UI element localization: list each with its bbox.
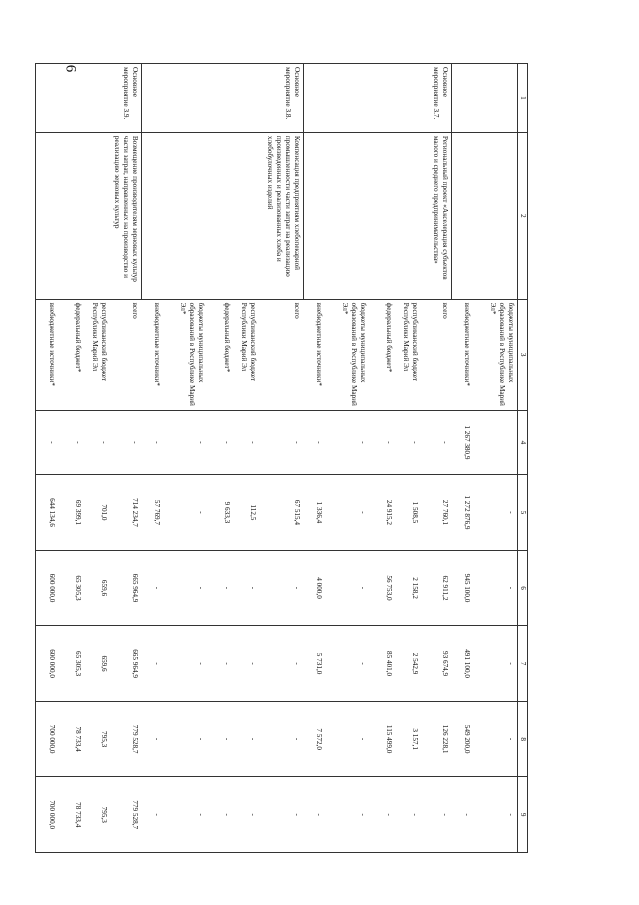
- amount-cell: -: [326, 701, 370, 777]
- amount-cell: 1 336,4: [304, 475, 326, 551]
- amount-cell: -: [58, 410, 84, 474]
- col-header: 1: [518, 64, 528, 133]
- amount-cell: -: [208, 550, 234, 626]
- measure-title: [304, 132, 326, 299]
- measure-title: [326, 132, 370, 299]
- amount-cell: -: [234, 410, 260, 474]
- amount-cell: 65 305,3: [58, 550, 84, 626]
- funding-source: внебюджетные источники*: [142, 299, 164, 410]
- col-header: 9: [518, 777, 528, 853]
- amount-cell: -: [326, 777, 370, 853]
- amount-cell: -: [142, 410, 164, 474]
- amount-cell: -: [422, 410, 452, 474]
- amount-cell: -: [164, 777, 208, 853]
- amount-cell: -: [142, 550, 164, 626]
- amount-cell: -: [84, 410, 110, 474]
- measure-code: [304, 64, 326, 133]
- funding-source: федеральный бюджет*: [370, 299, 396, 410]
- measure-title: [164, 132, 208, 299]
- measure-code: [84, 64, 110, 133]
- amount-cell: 115 499,0: [370, 701, 396, 777]
- amount-cell: 600 000,0: [36, 550, 58, 626]
- table-row: [208, 64, 234, 853]
- measure-code: [452, 64, 474, 133]
- amount-cell: -: [474, 626, 518, 702]
- table-row: [260, 64, 304, 853]
- amount-cell: -: [36, 410, 58, 474]
- amount-cell: 714 234,7: [110, 475, 142, 551]
- amount-cell: 9 633,3: [208, 475, 234, 551]
- amount-cell: -: [396, 777, 422, 853]
- measure-title: [84, 132, 110, 299]
- measure-code: [36, 64, 58, 133]
- amount-cell: -: [326, 550, 370, 626]
- table-row: [474, 64, 518, 853]
- amount-cell: -: [208, 777, 234, 853]
- amount-cell: 93 674,9: [422, 626, 452, 702]
- amount-cell: 27 760,1: [422, 475, 452, 551]
- amount-cell: 2 158,2: [396, 550, 422, 626]
- measure-code: [326, 64, 370, 133]
- col-header: 4: [518, 410, 528, 474]
- amount-cell: 795,3: [84, 701, 110, 777]
- measure-title: Региональный проект «Акселерация субъектов малого и среднего предпринимательства»: [422, 132, 452, 299]
- amount-cell: -: [164, 475, 208, 551]
- table-row: [396, 64, 422, 853]
- amount-cell: 1 267 380,9: [452, 410, 474, 474]
- budget-table-rotated: [48, 63, 528, 853]
- table-row: [142, 64, 164, 853]
- amount-cell: -: [326, 475, 370, 551]
- amount-cell: 549 200,0: [452, 701, 474, 777]
- amount-cell: -: [474, 701, 518, 777]
- amount-cell: 2 542,9: [396, 626, 422, 702]
- measure-title: [36, 132, 58, 299]
- amount-cell: 659,6: [84, 626, 110, 702]
- measure-title: Компенсация предприятиям хлебопекарной промышленности части затрат на реализацию произведенных и реализованных хлеба и хлебобулочных изделий: [260, 132, 304, 299]
- amount-cell: 56 753,0: [370, 550, 396, 626]
- table-row: [58, 64, 84, 853]
- amount-cell: 5 731,0: [304, 626, 326, 702]
- table-row: [326, 64, 370, 853]
- amount-cell: -: [474, 475, 518, 551]
- amount-cell: 700 000,0: [36, 777, 58, 853]
- header-row: [518, 64, 528, 853]
- funding-source: федеральный бюджет*: [58, 299, 84, 410]
- amount-cell: -: [422, 777, 452, 853]
- amount-cell: -: [208, 410, 234, 474]
- col-header: 7: [518, 626, 528, 702]
- amount-cell: -: [142, 777, 164, 853]
- amount-cell: -: [474, 550, 518, 626]
- table-row: [84, 64, 110, 853]
- amount-cell: 69 399,1: [58, 475, 84, 551]
- measure-title: [58, 132, 84, 299]
- amount-cell: -: [234, 550, 260, 626]
- measure-title: [234, 132, 260, 299]
- funding-source: внебюджетные источники*: [452, 299, 474, 410]
- amount-cell: 24 915,2: [370, 475, 396, 551]
- table-row: [452, 64, 474, 853]
- amount-cell: -: [234, 701, 260, 777]
- amount-cell: 78 733,4: [58, 777, 84, 853]
- amount-cell: 491 100,0: [452, 626, 474, 702]
- col-header: 8: [518, 701, 528, 777]
- table-row: [110, 64, 142, 853]
- amount-cell: -: [396, 410, 422, 474]
- funding-source: бюджеты муниципальных образований в Республике Марий Эл*: [326, 299, 370, 410]
- amount-cell: -: [142, 701, 164, 777]
- funding-source: всего: [110, 299, 142, 410]
- amount-cell: -: [326, 626, 370, 702]
- amount-cell: -: [260, 410, 304, 474]
- amount-cell: 78 733,4: [58, 701, 84, 777]
- funding-source: всего: [422, 299, 452, 410]
- funding-source: республиканский бюджет Республики Марий Эл: [396, 299, 422, 410]
- amount-cell: 4 000,0: [304, 550, 326, 626]
- amount-cell: 62 911,2: [422, 550, 452, 626]
- amount-cell: 67 515,4: [260, 475, 304, 551]
- amount-cell: 65 305,3: [58, 626, 84, 702]
- amount-cell: 945 100,0: [452, 550, 474, 626]
- funding-source: всего: [260, 299, 304, 410]
- amount-cell: 659,6: [84, 550, 110, 626]
- measure-title: Возмещение производителям зерновых культур части затрат, направленных на производство и реализацию зерновых культур: [110, 132, 142, 299]
- amount-cell: -: [164, 410, 208, 474]
- amount-cell: -: [326, 410, 370, 474]
- amount-cell: -: [142, 626, 164, 702]
- amount-cell: 779 528,7: [110, 777, 142, 853]
- measure-title: [474, 132, 518, 299]
- amount-cell: 665 964,9: [110, 626, 142, 702]
- table-row: [304, 64, 326, 853]
- measure-title: [142, 132, 164, 299]
- amount-cell: 126 228,1: [422, 701, 452, 777]
- amount-cell: -: [370, 777, 396, 853]
- amount-cell: 1 508,5: [396, 475, 422, 551]
- funding-source: внебюджетные источники*: [304, 299, 326, 410]
- amount-cell: 644 134,6: [36, 475, 58, 551]
- funding-source: федеральный бюджет*: [208, 299, 234, 410]
- amount-cell: -: [304, 410, 326, 474]
- table-row: [36, 64, 58, 853]
- measure-code: [142, 64, 164, 133]
- amount-cell: -: [304, 777, 326, 853]
- funding-source: республиканский бюджет Республики Марий Эл: [84, 299, 110, 410]
- amount-cell: 57 769,7: [142, 475, 164, 551]
- measure-code: [58, 64, 84, 133]
- amount-cell: 701,0: [84, 475, 110, 551]
- amount-cell: 7 572,0: [304, 701, 326, 777]
- table-row: [164, 64, 208, 853]
- funding-source: внебюджетные источники*: [36, 299, 58, 410]
- col-header: 5: [518, 475, 528, 551]
- col-header: 3: [518, 299, 528, 410]
- amount-cell: -: [110, 410, 142, 474]
- table-row: [422, 64, 452, 853]
- measure-code: [370, 64, 396, 133]
- amount-cell: 795,3: [84, 777, 110, 853]
- amount-cell: -: [164, 626, 208, 702]
- table-row: [370, 64, 396, 853]
- measure-code: [234, 64, 260, 133]
- amount-cell: 3 157,1: [396, 701, 422, 777]
- amount-cell: -: [370, 410, 396, 474]
- amount-cell: 600 000,0: [36, 626, 58, 702]
- amount-cell: 112,5: [234, 475, 260, 551]
- table-row: [234, 64, 260, 853]
- amount-cell: 85 401,0: [370, 626, 396, 702]
- amount-cell: [474, 410, 518, 474]
- measure-code: [396, 64, 422, 133]
- amount-cell: -: [234, 626, 260, 702]
- amount-cell: -: [208, 701, 234, 777]
- amount-cell: 700 000,0: [36, 701, 58, 777]
- funding-source: бюджеты муниципальных образований в Республике Марий Эл*: [164, 299, 208, 410]
- amount-cell: -: [234, 777, 260, 853]
- amount-cell: 665 964,9: [110, 550, 142, 626]
- measure-code: Основное мероприятие 3.8.: [260, 64, 304, 133]
- budget-table: [36, 63, 529, 853]
- measure-code: [164, 64, 208, 133]
- funding-source: бюджеты муниципальных образований в Республике Марий Эл*: [474, 299, 518, 410]
- measure-code: Основное мероприятие 3.7.: [422, 64, 452, 133]
- funding-source: республиканский бюджет Республики Марий Эл: [234, 299, 260, 410]
- amount-cell: 779 528,7: [110, 701, 142, 777]
- col-header: 2: [518, 132, 528, 299]
- measure-title: [452, 132, 474, 299]
- amount-cell: 1 272 876,9: [452, 475, 474, 551]
- measure-code: Основное мероприятие 3.9.: [110, 64, 142, 133]
- measure-title: [370, 132, 396, 299]
- amount-cell: -: [260, 550, 304, 626]
- measure-code: [474, 64, 518, 133]
- amount-cell: -: [208, 626, 234, 702]
- amount-cell: -: [164, 550, 208, 626]
- amount-cell: -: [260, 777, 304, 853]
- amount-cell: -: [260, 701, 304, 777]
- page-number: 6: [62, 64, 79, 73]
- measure-title: [208, 132, 234, 299]
- amount-cell: -: [452, 777, 474, 853]
- amount-cell: -: [164, 701, 208, 777]
- measure-code: [208, 64, 234, 133]
- measure-title: [396, 132, 422, 299]
- col-header: 6: [518, 550, 528, 626]
- amount-cell: -: [474, 777, 518, 853]
- amount-cell: -: [260, 626, 304, 702]
